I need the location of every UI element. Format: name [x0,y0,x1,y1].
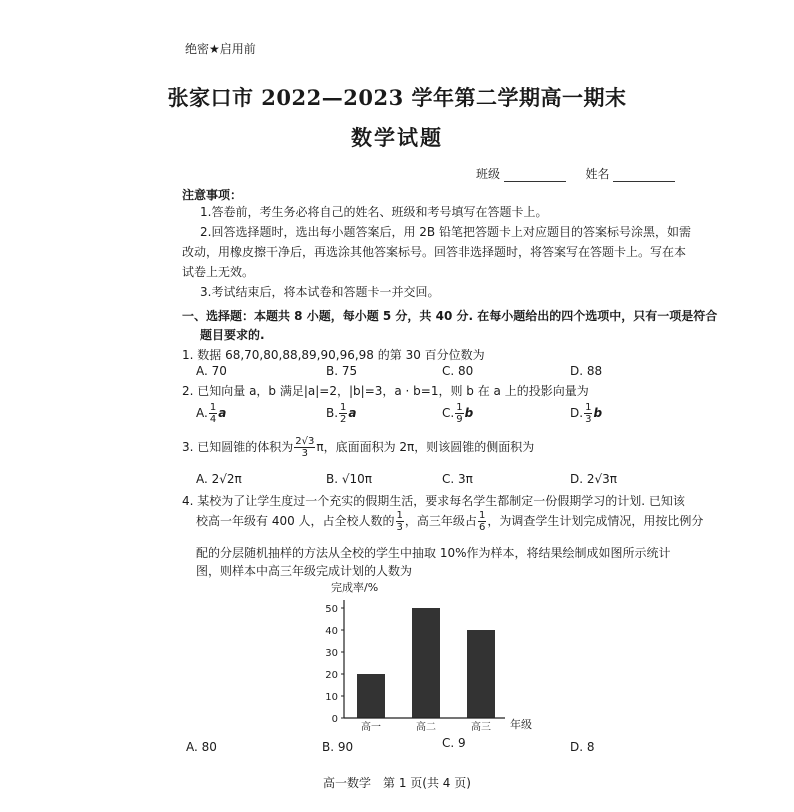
chart-bar-1 [357,674,385,718]
chart-x-tick-label: 高二 [416,722,436,733]
chart-y-axis-label: 完成率/% [331,581,379,594]
question-1-option-b: B. 75 [326,364,358,378]
chart-x-axis-label: 年级 [510,718,532,731]
notice-item-3: 3.考试结束后，将本试卷和答题卡一并交回。 [200,285,440,299]
question-3-stem: 3. 已知圆锥的体积为 $\frac{2√3}{3}$ π，底面面积为 2π，则该圆锥的侧面积为 [182,436,535,459]
completion-rate-chart [300,578,560,733]
chart-y-tick-label: 0 [331,714,338,725]
chart-x-tick-label: 高三 [471,722,491,733]
question-4-option-a: A. 80 [186,740,217,754]
notice-heading: 注意事项： [182,188,243,202]
question-1-option-a: A. 70 [196,364,227,378]
question-2-option-d: D. $\frac{1}{3}$ b [570,402,603,425]
question-3-option-b: B. √10π [326,472,373,486]
question-1-option-c: C. 80 [442,364,474,378]
question-4-option-c: C. 9 [442,736,466,750]
question-2-stem: 2. 已知向量 a，b 满足|a|=2，|b|=3，a · b=1，则 b 在 a 上的投影向量为 [182,384,589,398]
chart-y-tick-label: 10 [325,692,338,703]
notice-item-2-line-3: 试卷上无效。 [182,265,255,279]
notice-item-2-line-1: 2.回答选择题时，选出每小题答案后，用 2B 铅笔把答题卡上对应题目的答案标号涂黑，如需 [200,225,691,239]
notice-item-2-line-2: 改动，用橡皮擦干净后，再选涂其他答案标号。回答非选择题时，将答案写在答题卡上。写在本 [182,245,687,259]
exam-subtitle: 数学试题 [351,125,443,150]
chart-bar-3 [467,630,495,718]
student-info-fields [476,165,675,182]
question-2-option-c: C. $\frac{1}{9}$ b [442,402,474,425]
question-3-option-a: A. 2√2π [196,472,242,486]
name-label: 姓名 [585,167,610,181]
question-4-line-3: 配的分层随机抽样的方法从全校的学生中抽取 10%作为样本，将结果绘制成如图所示统计 [196,546,671,560]
name-blank [613,169,675,182]
question-3-option-c: C. 3π [442,472,473,486]
class-label: 班级 [476,167,501,181]
question-2-option-b: B. $\frac{1}{2}$ a [326,402,357,425]
class-blank [504,169,566,182]
confidential-label: 绝密★启用前 [185,42,256,56]
page-footer: 高一数学 第 1 页(共 4 页) [323,776,471,790]
question-4-line-4: 图，则样本中高三年级完成计划的人数为 [196,564,413,578]
chart-bar-2 [412,608,440,718]
notice-item-1: 1.答卷前，考生务必将自己的姓名、班级和考号填写在答题卡上。 [200,205,548,219]
question-4-option-b: B. 90 [322,740,354,754]
question-4-line-2: 校高一年级有 400 人，占全校人数的 $\frac{1}{3}$ ，高三年级占 $\frac{1}{6}$ ，为调查学生计划完成情况，用按比例分 [196,510,704,533]
question-1-option-d: D. 88 [570,364,603,378]
question-1-stem: 1. 数据 68,70,80,88,89,90,96,98 的第 30 百分位数为 [182,348,485,362]
question-4-option-d: D. 8 [570,740,595,754]
chart-y-tick-label: 50 [325,604,338,615]
question-2-option-a: A. $\frac{1}{4}$ a [196,402,227,425]
chart-y-tick-label: 30 [325,648,338,659]
chart-x-tick-label: 高一 [361,722,381,733]
section-heading-line-1: 一、选择题：本题共 8 小题，每小题 5 分，共 40 分. 在每小题给出的四个选项中，只有一项是符合 [182,309,718,323]
exam-title: 张家口市 2022—2023 学年第二学期高一期末 [167,85,627,110]
section-heading-line-2: 题目要求的. [200,328,265,342]
chart-y-tick-label: 40 [325,626,338,637]
question-3-option-d: D. 2√3π [570,472,618,486]
chart-y-tick-label: 20 [325,670,338,681]
question-4-line-1: 4. 某校为了让学生度过一个充实的假期生活，要求每名学生都制定一份假期学习的计划. 已知该 [182,494,685,508]
